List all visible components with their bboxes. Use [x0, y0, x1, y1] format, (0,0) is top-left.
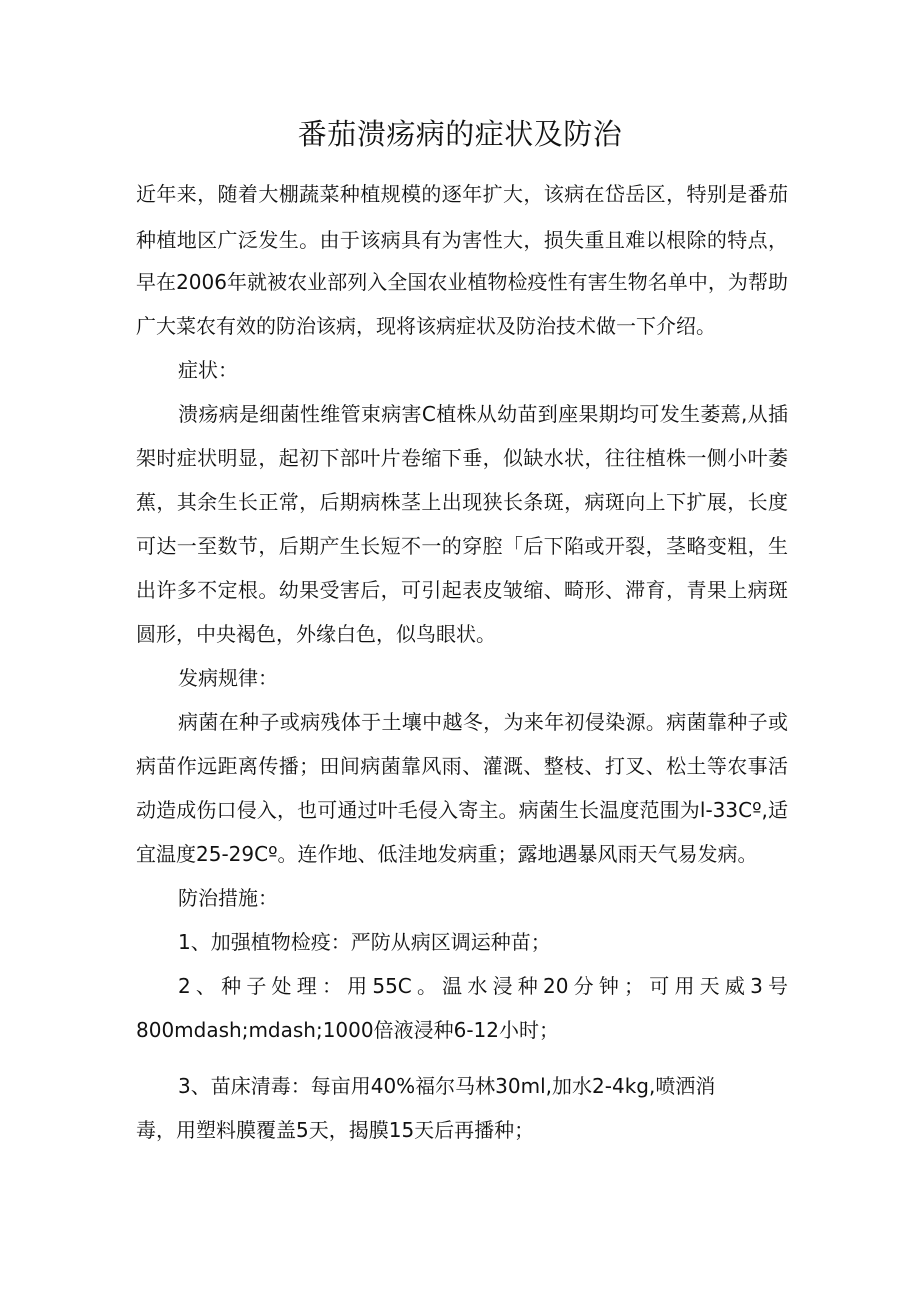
section-heading: 症状：: [178, 358, 238, 382]
paragraph-line: 宜温度25-29Cº。连作地、低洼地发病重；露地遇暴风雨天气易发病。: [136, 842, 758, 866]
paragraph-line: 种植地区广泛发生。由于该病具有为害性大，损失重且难以根除的特点，: [136, 228, 788, 252]
list-item-continuation: 毒，用塑料膜覆盖5天，揭膜15天后再播种；: [136, 1118, 535, 1142]
list-item: 3、苗床清毒：每亩用40%福尔马林30ml,加水2-4kg,喷洒消: [178, 1074, 716, 1098]
paragraph-line: 出许多不定根。幼果受害后，可引起表皮皱缩、畸形、滞育，青果上病斑: [136, 578, 788, 602]
paragraph-line: 溃疡病是细菌性维管束病害C植株从幼苗到座果期均可发生萎蔫,从插: [178, 402, 788, 426]
section-heading: 防治措施：: [178, 886, 278, 910]
list-item: 1、加强植物检疫：严防从病区调运种苗；: [178, 930, 551, 954]
paragraph-line: 病菌在种子或病残体于土壤中越冬，为来年初侵染源。病菌靠种子或: [178, 710, 788, 734]
paragraph-line: 动造成伤口侵入，也可通过叶毛侵入寄主。病菌生长温度范围为l-33Cº,适: [136, 798, 788, 822]
paragraph-line: 近年来，随着大棚蔬菜种植规模的逐年扩大，该病在岱岳区，特别是番茄: [136, 182, 788, 206]
paragraph-line: 广大菜农有效的防治该病，现将该病症状及防治技术做一下介绍。: [136, 314, 716, 338]
paragraph-line: 病苗作远距离传播；田间病菌靠风雨、灌溉、整枝、打叉、松土等农事活: [136, 754, 788, 778]
paragraph-line: 蕉，其余生长正常，后期病株茎上出现狭长条斑，病斑向上下扩展，长度: [136, 490, 788, 514]
document-title: 番茄溃疡病的症状及防治: [297, 117, 623, 151]
paragraph-line: 圆形，中央褐色，外缘白色，似鸟眼状。: [136, 622, 496, 646]
list-item-continuation: 800mdash;mdash;1000倍液浸种6-12小时；: [136, 1018, 559, 1042]
section-heading: 发病规律：: [178, 666, 278, 690]
paragraph-line: 可达一至数节，后期产生长短不一的穿腔「后下陷或开裂，茎略变粗，生: [136, 534, 788, 558]
paragraph-line: 早在2006年就被农业部列入全国农业植物检疫性有害生物名单中，为帮助: [136, 270, 788, 294]
paragraph-line: 架时症状明显，起初下部叶片卷缩下垂，似缺水状，往往植株一侧小叶萎: [136, 446, 788, 470]
list-item: 2、种子处理：用55C。温水浸种20分钟；可用天威3号: [178, 974, 788, 998]
